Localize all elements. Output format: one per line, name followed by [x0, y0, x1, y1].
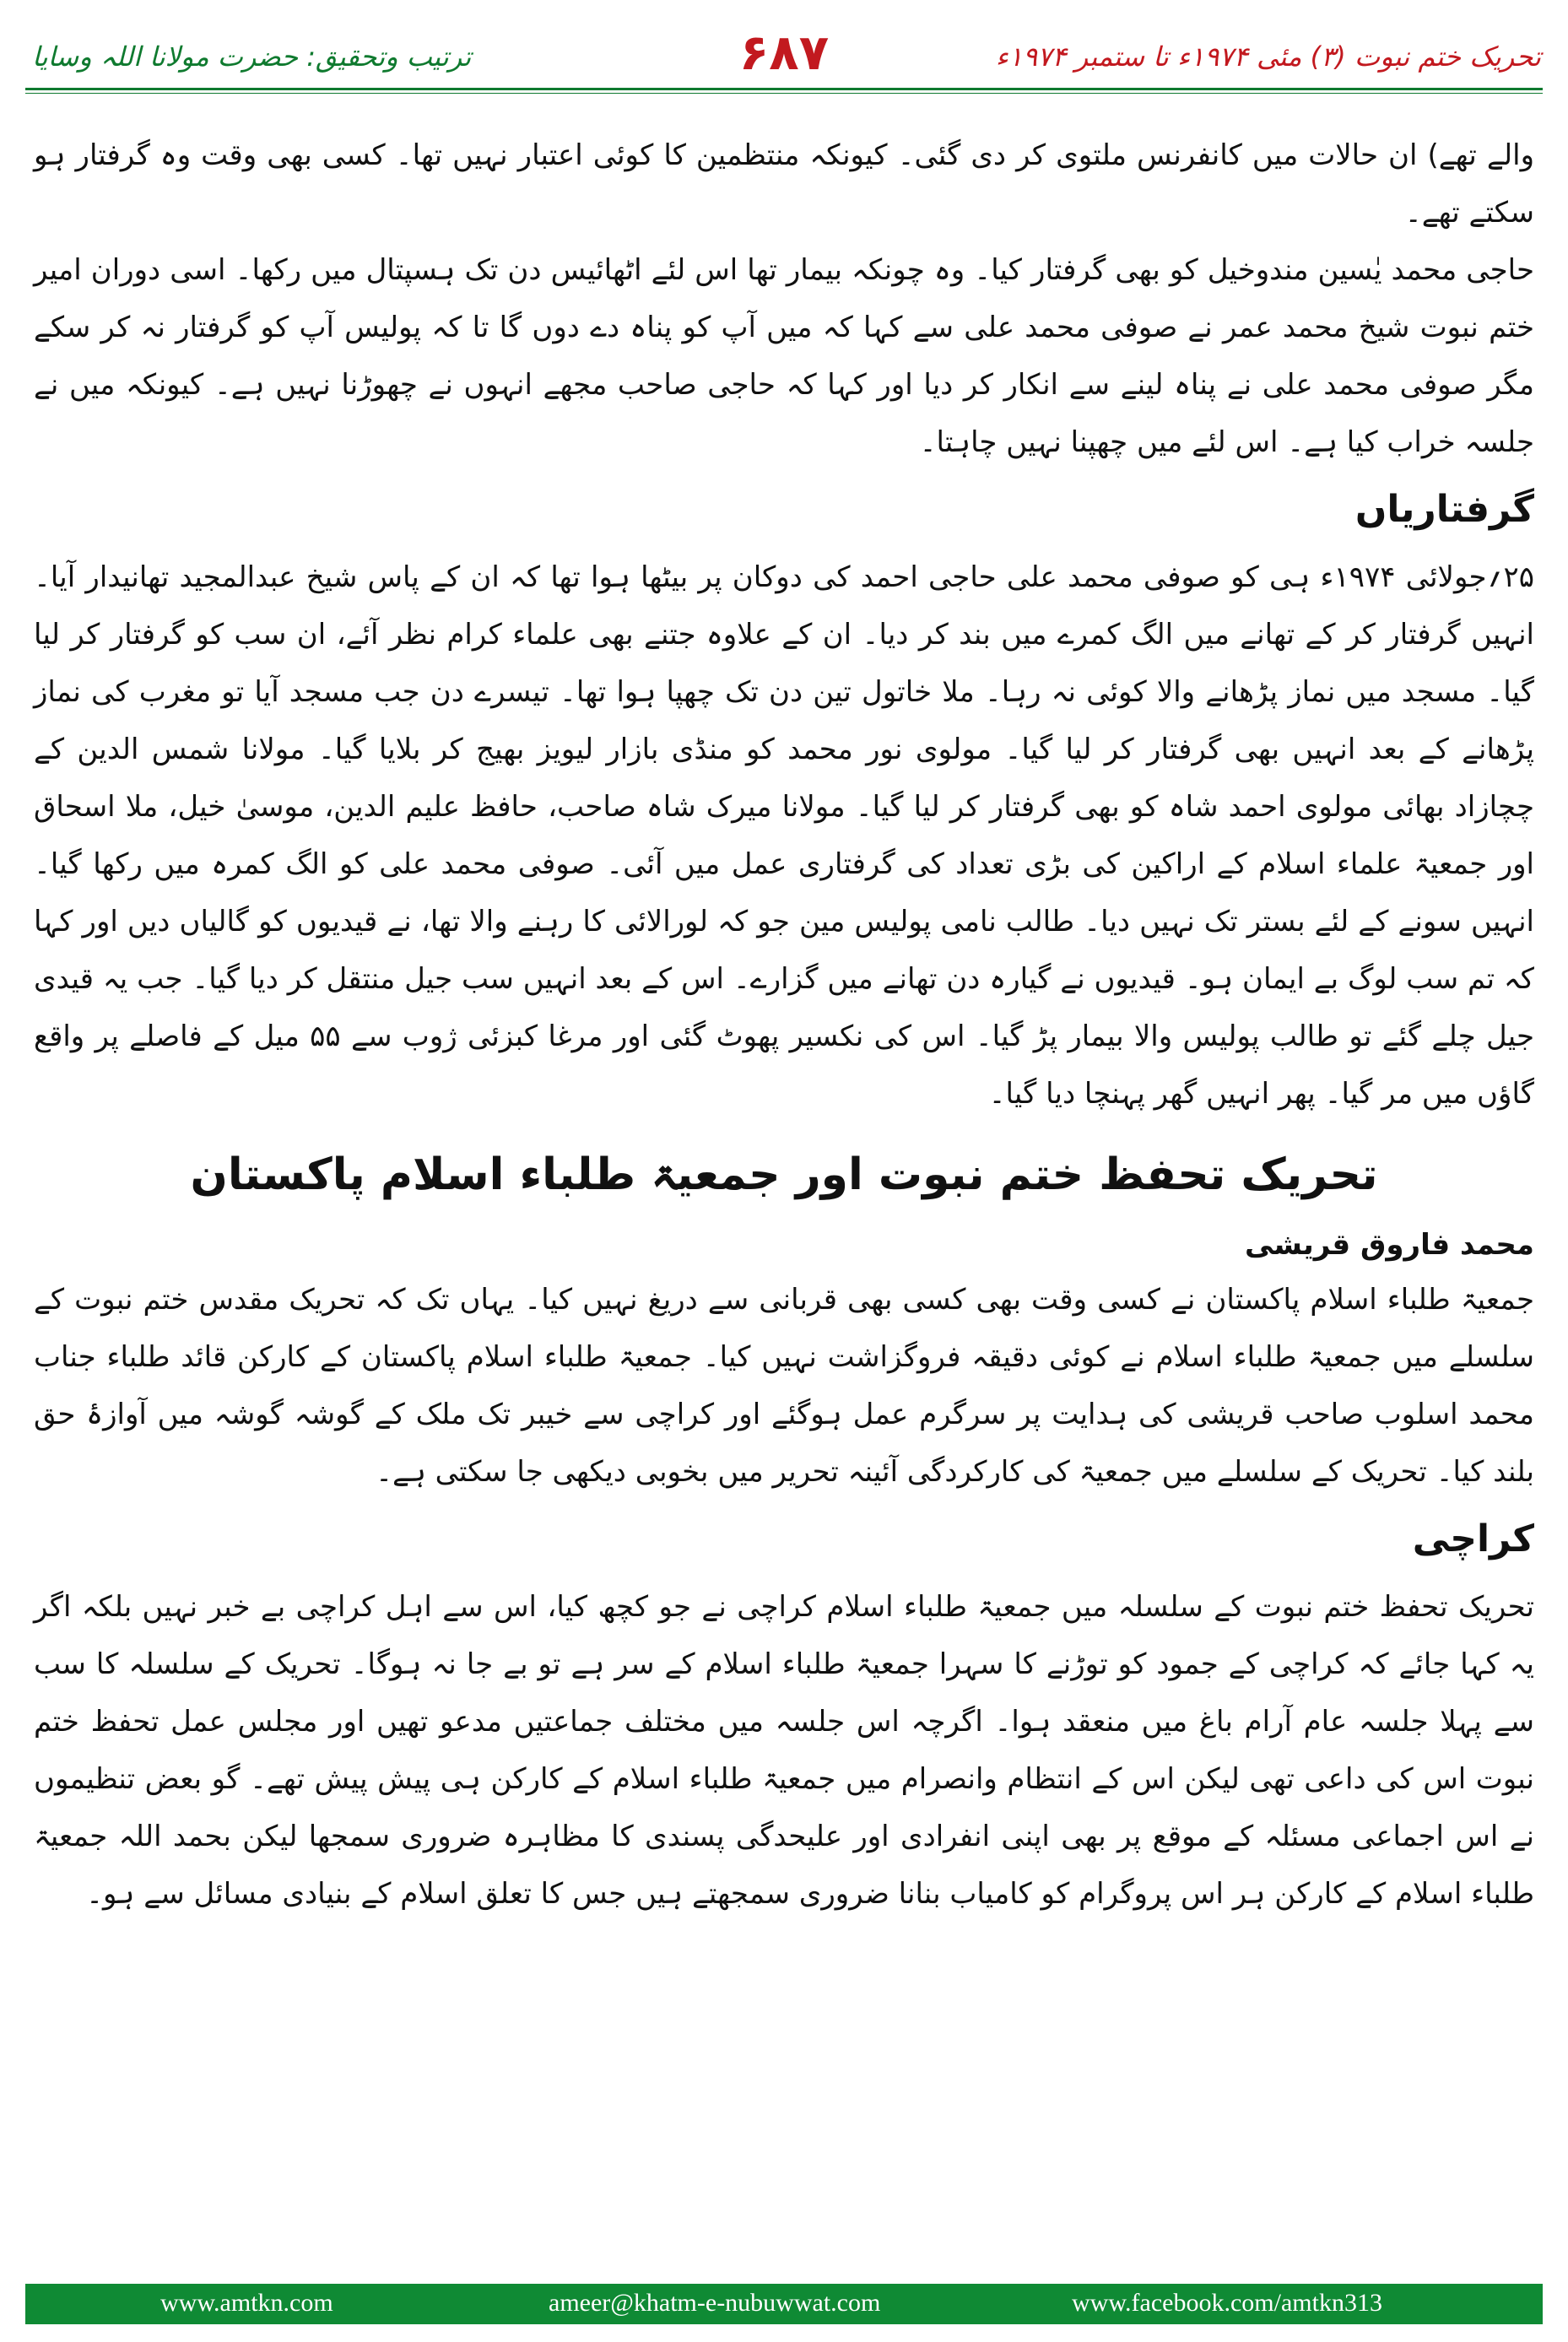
paragraph-4: جمعیۃ طلباء اسلام پاکستان نے کسی وقت بھی کسی بھی قربانی سے دریغ نہیں کیا۔ یہاں تک کہ تحریک مقدس ختم نبوت کے سلسلے میں جمعیۃ طلباء اسلام نے کوئی دقیقہ فروگزاشت نہیں کیا۔ جمعیۃ طلباء اسلام پاکستان کے کارکن قائد طلباء جناب محمد اسلوب صاحب قریشی کی ہدایت پر سرگرم عمل ہوگئے اور کراچی سے خیبر تک ملک کے گوشہ گوشہ میں آوازۂ حق بلند کیا۔ تحریک کے سلسلے میں جمعیۃ کی کارکردگی آئینہ تحریر میں بخوبی دیکھی جا سکتی ہے۔ [34, 1283, 1534, 1489]
heading-arrests: گرفتاریاں [1354, 488, 1534, 531]
facebook-link[interactable]: www.facebook.com/amtkn313 [1072, 2289, 1382, 2317]
paragraph-2: حاجی محمد یٰسین مندوخیل کو بھی گرفتار کیا۔ وہ چونکہ بیمار تھا اس لئے اٹھائیس دن تک ہسپتال میں رکھا۔ اسی دوران امیر ختم نبوت شیخ محمد عمر نے صوفی محمد علی سے کہا کہ میں آپ کو پناہ دے دوں گا تا کہ پولیس آپ کو گرفتار نہ کر سکے مگر صوفی محمد علی نے پناہ لینے سے انکار کر دیا اور کہا کہ حاجی صاحب مجھے انہوں نے چھوڑنا نہیں ہے۔ کیونکہ میں نے جلسہ خراب کیا ہے۔ اس لئے میں چھپنا نہیں چاہتا۔ [34, 253, 1534, 459]
page-body [34, 127, 1534, 2262]
header-divider [25, 88, 1543, 90]
heading-student-movement: تحریک تحفظ ختم نبوت اور جمعیۃ طلباء اسلام پاکستان [190, 1149, 1378, 1200]
page-number: ۶۸۷ [738, 24, 830, 81]
header-divider-thin [25, 93, 1543, 94]
website-link[interactable]: www.amtkn.com [160, 2289, 333, 2317]
book-title: تحریک ختم نبوت (۳) مئی ۱۹۷۴ء تا ستمبر ۱۹۷۴ء [995, 41, 1541, 73]
paragraph-1: والے تھے) ان حالات میں کانفرنس ملتوی کر دی گئی۔ کیونکہ منتظمین کا کوئی اعتبار نہیں تھا۔ کسی بھی وقت وہ گرفتار ہو سکتے تھے۔ [34, 138, 1534, 230]
author-name: محمد فاروق قریشی [1245, 1228, 1534, 1262]
paragraph-3: ۲۵؍جولائی ۱۹۷۴ء ہی کو صوفی محمد علی حاجی احمد کی دوکان پر بیٹھا ہوا تھا کہ ان کے پاس شیخ عبدالمجید تھانیدار آیا۔ انہیں گرفتار کر کے تھانے میں الگ کمرے میں بند کر دیا۔ ان کے علاوہ جتنے بھی علماء کرام نظر آئے، ان سب کو گرفتار کر لیا گیا۔ مسجد میں نماز پڑھانے والا کوئی نہ رہا۔ ملا خاتول تین دن تک چھپا ہوا تھا۔ تیسرے دن جب مسجد آیا تو مغرب کی نماز پڑھانے کے بعد انہیں بھی گرفتار کر لیا گیا۔ مولوی نور محمد کو منڈی بازار لیویز بھیج کر بلایا گیا۔ مولانا شمس الدین کے چچازاد بھائی مولوی احمد شاہ کو بھی گرفتار کر لیا گیا۔ مولانا میرک شاہ صاحب، حافظ علیم الدین، موسیٰ خیل، ملا اسحاق اور جمعیۃ علماء اسلام کے اراکین کی بڑی تعداد کی گرفتاری عمل میں آئی۔ صوفی محمد علی کو الگ کمرہ میں رکھا گیا۔ انہیں سونے کے لئے بستر تک نہیں دیا۔ طالب نامی پولیس مین جو کہ لورالائی کا رہنے والا تھا، نے قیدیوں کو گالیاں دیں اور کہا کہ تم سب لوگ بے ایمان ہو۔ قیدیوں نے گیارہ دن تھانے میں گزارے۔ اس کے بعد انہیں سب جیل منتقل کر دیا گیا۔ جب یہ قیدی جیل چلے گئے تو طالب پولیس والا بیمار پڑ گیا۔ اس کی نکسیر پھوٹ گئی اور مرغا کبزئی ژوب سے ۵۵ میل کے فاصلے پر واقع گاؤں میں مر گیا۔ پھر انہیں گھر پہنچا دیا گیا۔ [34, 560, 1534, 1111]
compiler-credit: ترتیب وتحقیق: حضرت مولانا اللہ وسایا [32, 41, 472, 73]
email-link[interactable]: ameer@khatm-e-nubuwwat.com [549, 2289, 881, 2317]
heading-karachi: کراچی [1412, 1517, 1534, 1560]
page-header [17, 19, 1551, 86]
paragraph-5: تحریک تحفظ ختم نبوت کے سلسلہ میں جمعیۃ طلباء اسلام کراچی نے جو کچھ کیا، اس سے اہل کراچی بے خبر نہیں بلکہ اگر یہ کہا جائے کہ کراچی کے جمود کو توڑنے کا سہرا جمعیۃ طلباء اسلام کے سر ہے تو بے جا نہ ہوگا۔ تحریک کے سلسلہ کا سب سے پہلا جلسہ عام آرام باغ میں منعقد ہوا۔ اگرچہ اس جلسہ میں مختلف جماعتیں مدعو تھیں اور مجلس عمل تحفظ ختم نبوت اس کی داعی تھی لیکن اس کے انتظام وانصرام میں جمعیۃ طلباء اسلام کے کارکن ہی پیش پیش تھے۔ گو بعض تنظیموں نے اس اجماعی مسئلہ کے موقع پر بھی اپنی انفرادی اور علیحدگی پسندی کا مظاہرہ ضروری سمجھا لیکن بحمد اللہ جمعیۃ طلباء اسلام کے کارکن ہر اس پروگرام کو کامیاب بنانا ضروری سمجھتے ہیں جس کا تعلق اسلام کے بنیادی مسائل سے ہو۔ [34, 1590, 1534, 1911]
page-footer [25, 2284, 1543, 2324]
